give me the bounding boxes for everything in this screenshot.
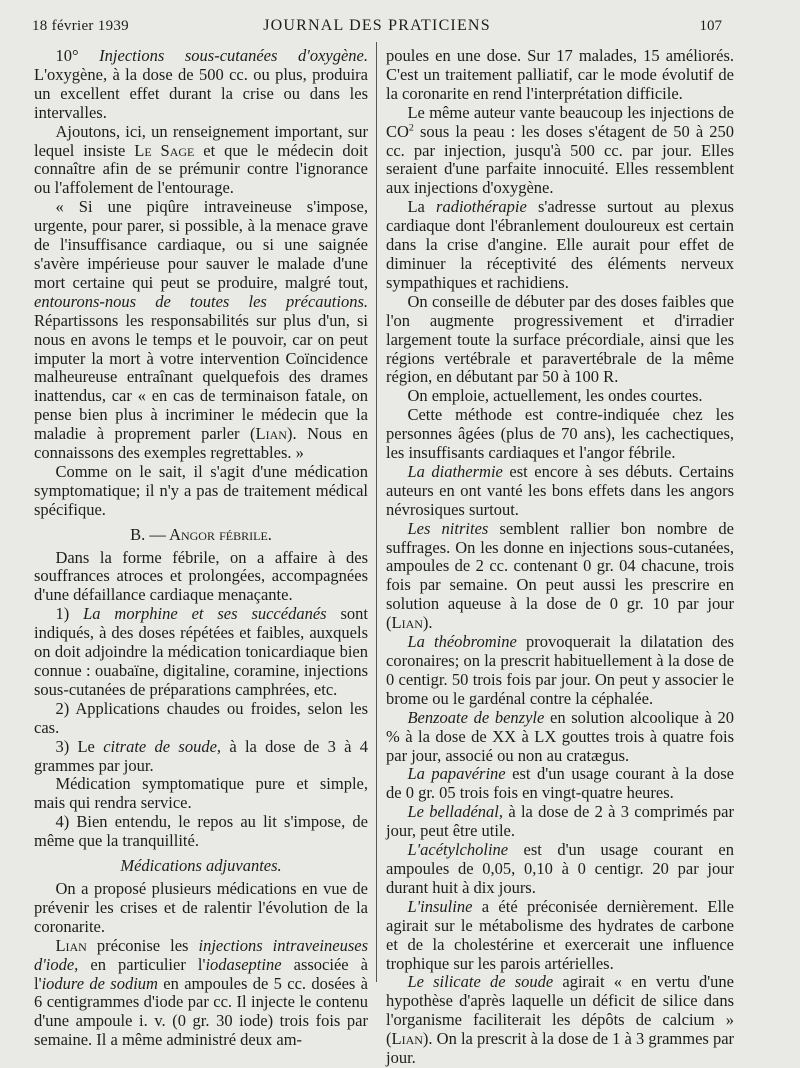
paragraph-co2: Le même auteur vante beaucoup les injections de $CO^2$ sous la peau : les doses s'étagent de 50 à 250 cc. par injection, jusqu'à 500 cc. par jour. Elles seraient d'une parfaite innocuité. Elles ressemblent aux injections d'oxygène. — [386, 102, 734, 198]
subheading-adjuvant: Médications adjuvantes. — [120, 856, 282, 876]
paragraph-ondes-courtes: On emploie, actuellement, les ondes courtes. — [407, 386, 703, 406]
paragraph-belladenal: Le belladénal, à la dose de 2 à 3 comprimés par jour, peut être utile. — [386, 802, 734, 841]
page-number: 107 — [699, 18, 722, 34]
paragraph-contre-indiquee: Cette méthode est contre-indiquée chez les personnes âgées (plus de 70 ans), les cachectiques, les insuffisants cardiaques et l'angor fébrile. — [386, 405, 734, 463]
column-divider — [376, 42, 377, 982]
paragraph-radiotherapie: La radiothérapie s'adresse surtout au plexus cardiaque dont l'ébranlement douloureux est certain dans la crise d'angine. Elle aurait pour effet de diminuer la réceptivité des éléments nerveux sympathiques et rachidiens. — [386, 197, 734, 292]
paragraph-insuline: L'insuline a été préconisée dernièrement. Elle agirait sur le métabolisme des hydrates de carbone et de la cholestérine et exercerait une influence trophique sur les parois artérielles. — [386, 896, 734, 973]
paragraph-morphine: 1) La morphine et ses succédanés sont indiqués, à des doses répétées et faibles, auxquels on doit adjoindre la médication tonicardiaque bien connue : ouabaïne, digitaline, coramine, injections sous-cutanées de préparations camphrées, etc. — [34, 604, 369, 699]
paragraph-theobromine: La théobromine provoquerait la dilatation des coronaires; on la prescrit habituellement à la dose de 0 centigr. 50 trois fois par jour. On peut y associer le brome ou le gardénal contre la céphalée. — [386, 632, 735, 708]
paragraph-benzoate: Benzoate de benzyle en solution alcoolique à 20 % à la dose de XX à LX gouttes trois à quatre fois par jour, associé ou non au cratægus. — [386, 707, 735, 765]
running-header — [32, 14, 722, 38]
paragraph-doses-faibles: On conseille de débuter par des doses faibles que l'on augmente progressivement et d'irradier largement toute la surface précordiale, ainsi que les régions vertébrale et paravertébrale de la même région, en débutant par 50 à 100 R. — [386, 291, 734, 387]
paragraph-rest: 4) Bien entendu, le repos au lit s'impose, de même que la tranquillité. — [34, 812, 368, 851]
section-heading-angor-febrile: B. — Angor fébrile. — [130, 524, 272, 544]
paragraph-silicate: Le silicate de soude agirait « en vertu d'une hypothèse d'après laquelle un déficit de silice dans l'organisme faciliterait les dépôts de calcium » (Lian). On la prescrit à la dose de 1 à 3 grammes par jour. — [386, 972, 735, 1068]
paragraph-le-sage: Ajoutons, ici, un renseignement important, sur lequel insiste Le Sage et que le médecin doit connaître afin de se prémunir contre l'ignorance ou l'affolement de l'entourage. — [34, 121, 369, 198]
paragraph-quotation: « Si une piqûre intraveineuse s'impose, urgente, pour parer, si possible, à la menace grave de l'insuffisance cardiaque, ou si une saignée s'avère impérieuse pour sauver le malade d'une mort certaine qui peut se produire, malgré tout, entourons-nous de toutes les précautions. Répartissons les responsabilités sur plus d'un, si nous en avons le temps et le pouvoir, car on peut imputer la mort à votre intervention Coïncidence malheureuse entraînant quelquefois des drames inattendus, car « en cas de terminaison fatale, on pense bien plus à incriminer le médecin que la maladie à proprement parler (Lian). Nous en connaissons des exemples regrettables. » — [34, 197, 368, 463]
paragraph-oxygen: 10° Injections sous-cutanées d'oxygène. L'oxygène, à la dose de 500 cc. ou plus, produira un excellent effet durant la crise ou dans les intervalles. — [34, 46, 368, 122]
paragraph-proposed: On a proposé plusieurs médications en vue de prévenir les crises et de ralentir l'évolution de la coronarite. — [34, 878, 368, 936]
paragraph-acetylcholine: L'acétylcholine est d'un usage courant en ampoules de 0,05, 0,10 à 0 centigr. 20 par jour durant huit à dix jours. — [386, 840, 734, 897]
paragraph-applications: 2) Applications chaudes ou froides, selon les cas. — [34, 698, 368, 737]
paragraph-citrate: 3) Le citrate de soude, à la dose de 3 à 4 grammes par jour. — [34, 736, 368, 775]
paragraph-lian-iode: Lian préconise les injections intraveineuses d'iode, en particulier l'iodaseptine associée à l'iodure de sodium en ampoules de 5 cc. dosées à 6 centigrammes d'iode par cc. Il injecte le contenu d'une ampoule i. v. (0 gr. 30 iode) trois fois par semaine. Il a même administré deux am- — [34, 935, 369, 1050]
left-column — [34, 47, 368, 1050]
issue-date: 18 février 1939 — [32, 18, 129, 34]
right-column — [386, 47, 734, 1068]
paragraph-febrile-form: Dans la forme fébrile, on a affaire à des souffrances atroces et prolongées, accompagnées d'une défaillance cardiaque menaçante. — [34, 547, 368, 605]
paragraph-symptomatic: Comme on le sait, il s'agit d'une médication symptomatique; il n'y a pas de traitement médical spécifique. — [34, 461, 368, 519]
paragraph-diathermie: La diathermie est encore à ses débuts. Certains auteurs en ont vanté les bons effets dans les angors névrosiques surtout. — [386, 461, 734, 519]
paragraph-continued: poules en une dose. Sur 17 malades, 15 améliorés. C'est un traitement palliatif, car le mode évolutif de la coronarite en rend l'interprétation difficile. — [386, 46, 734, 103]
paragraph-papaverine: La papavérine est d'un usage courant à la dose de 0 gr. 05 trois fois en vingt-quatre heures. — [386, 764, 734, 803]
paragraph-nitrites: Les nitrites semblent rallier bon nombre de suffrages. On les donne en injections sous-cutanées, ampoules de 2 cc. contenant 0 gr. 04 chacune, trois fois par semaine. On peut aussi les prescrire en solution aqueuse à la dose de 0 gr. 10 par jour (Lian). — [386, 518, 734, 633]
journal-title: JOURNAL DES PRATICIENS — [263, 17, 491, 34]
paragraph-symptomatic-pure: Médication symptomatique pure et simple, mais qui rendra service. — [34, 774, 368, 813]
